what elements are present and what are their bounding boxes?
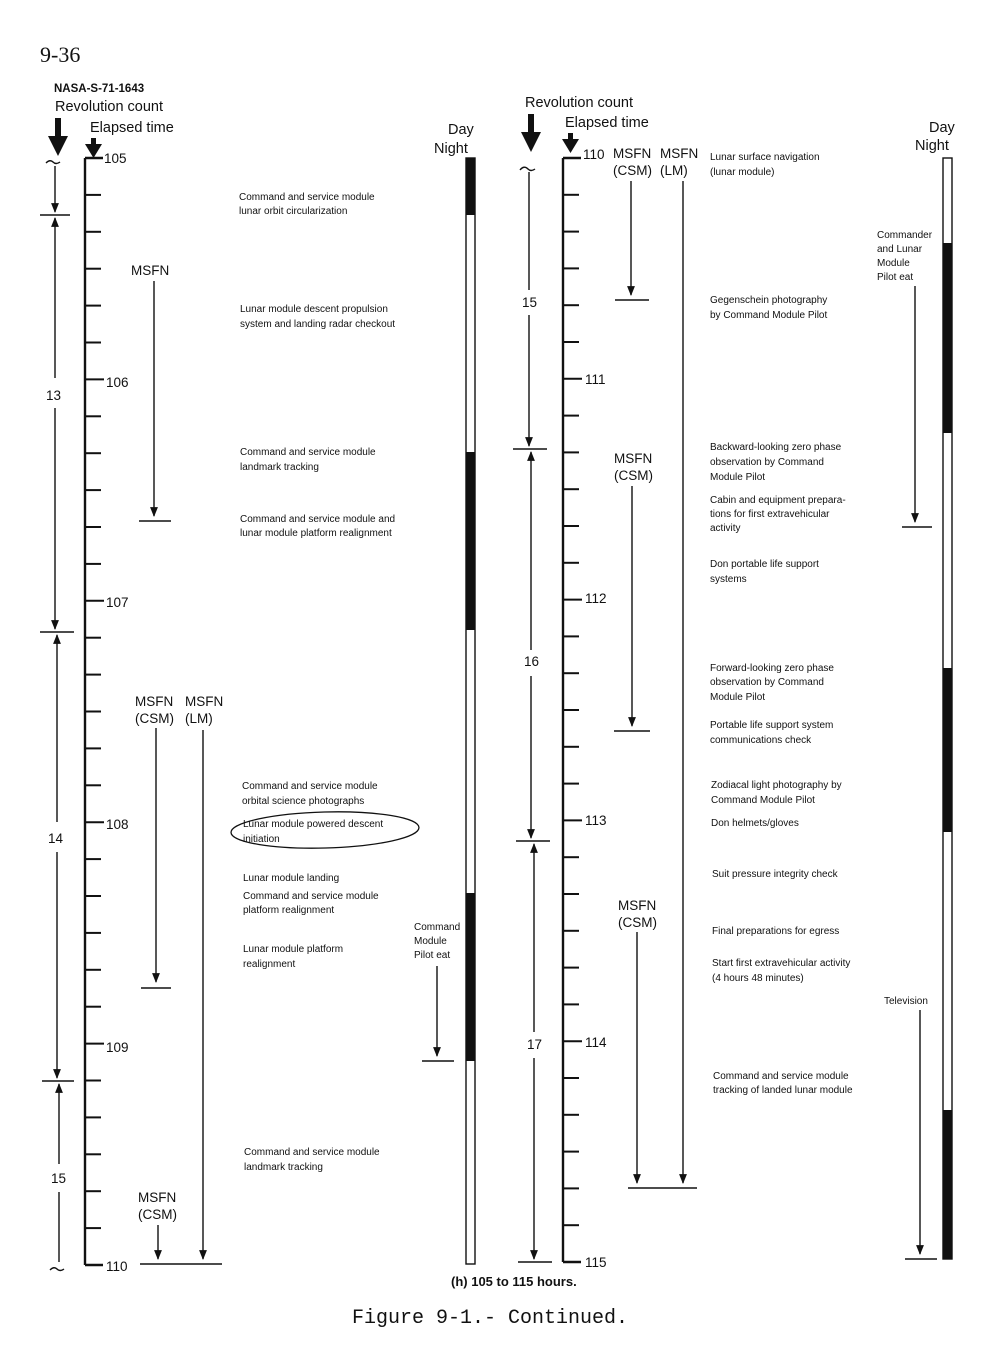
svg-text:Suit pressure integrity check: Suit pressure integrity check <box>712 869 838 880</box>
commander-lmp-eat <box>877 230 933 527</box>
svg-text:Commander: Commander <box>877 230 933 241</box>
svg-text:Command and service module: Command and service module <box>242 781 378 792</box>
event-forward-zero-phase <box>710 663 834 703</box>
hour-label-110: 110 <box>106 1259 128 1274</box>
event-lunar-orbit-circularization <box>239 192 375 217</box>
svg-text:Television: Television <box>884 996 928 1007</box>
revolution-13: 13 <box>46 388 62 403</box>
msfn-csm-label-right-2: MSFN <box>614 451 653 466</box>
hour-label-107: 107 <box>106 595 129 610</box>
event-cabin-equipment-preparations <box>710 495 846 534</box>
svg-text:Command and service module: Command and service module <box>240 447 376 458</box>
svg-text:orbital science photographs: orbital science photographs <box>242 796 365 807</box>
svg-text:(lunar module): (lunar module) <box>710 167 775 178</box>
revolution-17: 17 <box>527 1037 543 1052</box>
television-coverage <box>884 996 937 1259</box>
event-backward-zero-phase <box>710 442 842 483</box>
svg-text:Backward-looking zero phase: Backward-looking zero phase <box>710 442 842 453</box>
event-landmark-tracking-2 <box>244 1147 380 1173</box>
event-plss-communications-check <box>710 720 833 746</box>
svg-text:and Lunar: and Lunar <box>877 244 923 255</box>
night-segment <box>466 893 475 1061</box>
svg-text:activity: activity <box>710 523 741 534</box>
hour-label-109: 109 <box>106 1040 129 1055</box>
revolution-15-right: 15 <box>522 295 538 310</box>
night-segment <box>943 243 952 433</box>
svg-text:systems: systems <box>710 574 747 585</box>
svg-text:Cabin and equipment prepara-: Cabin and equipment prepara- <box>710 495 846 506</box>
event-don-plss <box>710 559 819 585</box>
revolution-count-column-right <box>513 167 552 1262</box>
msfn-csm-label-2: MSFN <box>138 1190 177 1205</box>
svg-text:Command and service module: Command and service module <box>239 192 375 203</box>
revolution-count-column <box>40 161 74 1271</box>
svg-text:Command: Command <box>414 922 461 933</box>
elapsed-time-axis <box>85 158 104 1265</box>
right-panel <box>513 95 956 1270</box>
day-night-bar <box>466 158 475 1264</box>
svg-text:Module: Module <box>877 258 910 269</box>
msfn-csm-sub-right: (CSM) <box>613 163 652 178</box>
event-csm-platform-realignment <box>243 891 379 916</box>
svg-text:observation by Command: observation by Command <box>710 677 824 688</box>
command-module-pilot-eat <box>414 922 460 1061</box>
hour-label-115: 115 <box>585 1255 607 1270</box>
revolution-14: 14 <box>48 831 64 846</box>
msfn-csm-sub: (CSM) <box>135 711 174 726</box>
elapsed-down-arrow-icon <box>562 133 579 153</box>
event-orbital-science-photographs <box>242 781 378 807</box>
svg-text:Lunar module descent propulsio: Lunar module descent propulsion <box>240 304 388 315</box>
page-number: 9-36 <box>40 42 81 67</box>
svg-text:Final preparations for egress: Final preparations for egress <box>712 926 840 937</box>
event-zodiacal-light-photography <box>711 780 842 806</box>
hour-label-114: 114 <box>585 1035 607 1050</box>
svg-text:realignment: realignment <box>243 959 296 970</box>
event-descent-propulsion-checkout <box>240 304 395 330</box>
revolution-count-label: Revolution count <box>55 99 164 115</box>
svg-text:Forward-looking zero phase: Forward-looking zero phase <box>710 663 834 674</box>
event-landmark-tracking <box>240 447 376 473</box>
svg-text:Lunar module platform: Lunar module platform <box>243 944 344 955</box>
svg-text:Portable life support system: Portable life support system <box>710 720 834 731</box>
svg-text:initiation: initiation <box>243 834 280 845</box>
msfn-lm-label-right: MSFN <box>660 146 699 161</box>
night-label: Night <box>434 141 468 157</box>
event-powered-descent-initiation <box>231 810 420 851</box>
figure-subtitle: (h) 105 to 115 hours. <box>451 1274 577 1289</box>
svg-text:Command and service module: Command and service module <box>243 891 379 902</box>
night-segment <box>466 158 475 215</box>
hour-label-113: 113 <box>585 813 607 828</box>
msfn-lm-sub: (LM) <box>185 711 213 726</box>
svg-text:lunar orbit circularization: lunar orbit circularization <box>239 206 348 217</box>
revolution-down-arrow-icon <box>521 114 541 152</box>
elapsed-time-label: Elapsed time <box>90 120 174 136</box>
msfn-csm-sub-2: (CSM) <box>138 1207 177 1222</box>
svg-text:landmark tracking: landmark tracking <box>244 1162 323 1173</box>
event-final-egress-preparations <box>712 926 839 937</box>
svg-text:tions for first extravehicular: tions for first extravehicular <box>710 509 830 520</box>
night-label-right: Night <box>915 138 949 154</box>
msfn-csm-sub-right-3: (CSM) <box>618 915 657 930</box>
svg-text:system and landing radar check: system and landing radar checkout <box>240 319 396 330</box>
svg-text:Pilot eat: Pilot eat <box>414 950 451 961</box>
revolution-down-arrow-icon <box>48 118 68 156</box>
svg-text:Don helmets/gloves: Don helmets/gloves <box>711 818 799 829</box>
night-segment <box>466 452 475 630</box>
svg-text:landmark tracking: landmark tracking <box>240 462 319 473</box>
svg-text:Module Pilot: Module Pilot <box>710 692 766 703</box>
svg-text:(4 hours 48 minutes): (4 hours 48 minutes) <box>712 973 804 984</box>
svg-text:Don portable life support: Don portable life support <box>710 559 819 570</box>
event-tracking-landed-lm <box>713 1071 853 1096</box>
svg-text:platform realignment: platform realignment <box>243 905 335 916</box>
svg-text:Command and service module: Command and service module <box>244 1147 380 1158</box>
svg-text:Lunar surface navigation: Lunar surface navigation <box>710 152 820 163</box>
svg-text:Start first extravehicular act: Start first extravehicular activity <box>712 958 851 969</box>
msfn-csm-label: MSFN <box>135 694 174 709</box>
svg-text:Command Module Pilot: Command Module Pilot <box>711 795 815 806</box>
revolution-count-label-right: Revolution count <box>525 95 634 111</box>
day-label: Day <box>448 122 474 138</box>
hour-label-106: 106 <box>106 375 129 390</box>
svg-text:Command and service module: Command and service module <box>713 1071 849 1082</box>
figure-caption: Figure 9-1.- Continued. <box>352 1307 629 1330</box>
svg-text:tracking of landed lunar modul: tracking of landed lunar module <box>713 1085 853 1096</box>
revolution-15: 15 <box>51 1171 67 1186</box>
event-suit-pressure-check <box>712 869 839 880</box>
elapsed-time-axis-right <box>563 158 582 1262</box>
night-segment <box>943 1110 952 1259</box>
hour-label-111: 111 <box>585 372 606 387</box>
svg-text:Module: Module <box>414 936 447 947</box>
svg-text:Command and service module and: Command and service module and <box>240 514 396 525</box>
figure-id: NASA-S-71-1643 <box>54 83 145 95</box>
elapsed-time-label-right: Elapsed time <box>565 115 649 131</box>
event-lunar-module-landing <box>243 873 339 884</box>
hour-label-110: 110 <box>583 147 605 162</box>
msfn-lm-sub-right: (LM) <box>660 163 688 178</box>
svg-text:Zodiacal light photography by: Zodiacal light photography by <box>711 780 842 791</box>
hour-label-112: 112 <box>585 591 607 606</box>
hour-label-108: 108 <box>106 817 129 832</box>
svg-text:Module Pilot: Module Pilot <box>710 472 766 483</box>
day-night-bar-right <box>943 158 952 1259</box>
svg-text:Lunar module landing: Lunar module landing <box>243 873 340 884</box>
svg-text:observation by Command: observation by Command <box>710 457 824 468</box>
event-gegenschein-photography <box>710 295 827 321</box>
elapsed-down-arrow-icon <box>85 138 102 158</box>
svg-text:by Command Module Pilot: by Command Module Pilot <box>710 310 828 321</box>
event-lunar-surface-navigation <box>710 152 820 178</box>
svg-text:lunar module platform realignm: lunar module platform realignment <box>240 528 392 539</box>
svg-text:Gegenschein photography: Gegenschein photography <box>710 295 828 306</box>
left-panel <box>40 99 475 1274</box>
event-lm-platform-realignment <box>243 944 343 970</box>
msfn-csm-label-right-3: MSFN <box>618 898 657 913</box>
svg-text:Lunar module powered descent: Lunar module powered descent <box>243 819 384 830</box>
msfn-label: MSFN <box>131 263 170 278</box>
event-start-first-eva <box>712 958 850 984</box>
msfn-csm-sub-right-2: (CSM) <box>614 468 653 483</box>
night-segment <box>943 668 952 832</box>
svg-text:Pilot eat: Pilot eat <box>877 272 914 283</box>
msfn-csm-label-right: MSFN <box>613 146 652 161</box>
day-label-right: Day <box>929 120 955 136</box>
svg-text:communications check: communications check <box>710 735 812 746</box>
hour-label-105: 105 <box>104 151 127 166</box>
msfn-lm-label: MSFN <box>185 694 224 709</box>
event-don-helmets-gloves <box>711 818 799 829</box>
event-platform-realignment <box>240 514 395 539</box>
revolution-16: 16 <box>524 654 540 669</box>
